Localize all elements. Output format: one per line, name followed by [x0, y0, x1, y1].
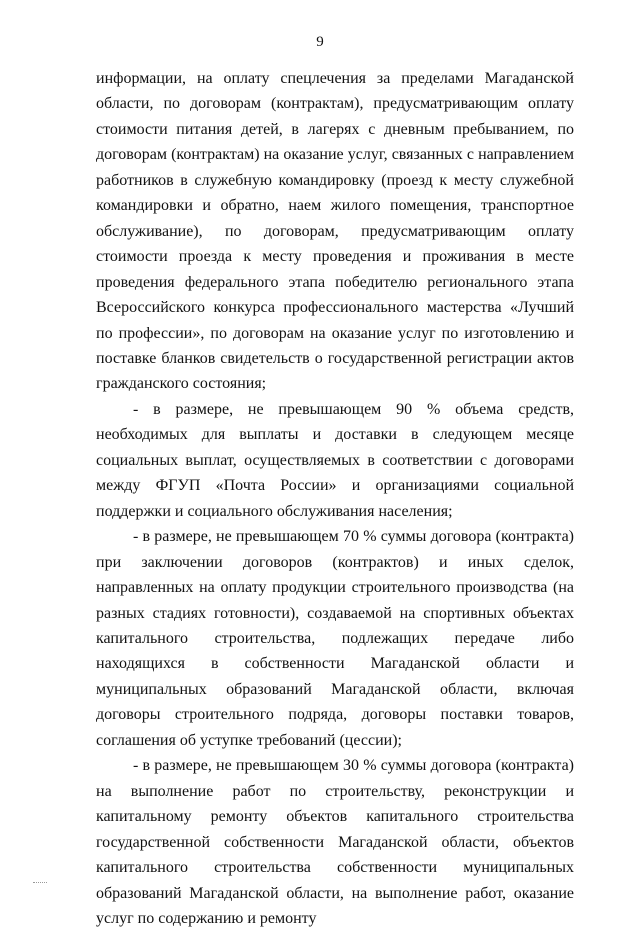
paragraph-postal-payments: - в размере, не превышающем 90 % объема средств, необходимых для выплаты и доставки в следующем месяце социальных выплат, осуществляемых в соответствии с договорами между ФГУП «Почта России» и организациями социальной поддержки и социального обслуживания населения;: [96, 400, 574, 520]
page-number: 9: [316, 34, 324, 50]
paragraph-sports-construction: - в размере, не превышающем 70 % суммы договора (контракта) при заключении договоров (контрактов) и иных сделок, направленных на оплату продукции строительного производства (на разных стадиях готовности), создаваемой на спортивных объектах капитального строительства, подлежащих передаче либо находящихся в собственности Магаданской области и муниципальных образований Магаданской области, включая договоры строительного подряда, договоры поставки товаров, соглашения об уступке требований (цессии);: [96, 528, 574, 749]
scan-artifact-line: [33, 882, 47, 883]
document-body: [96, 66, 574, 931]
paragraph-capital-construction: - в размере, не превышающем 30 % суммы договора (контракта) на выполнение работ по строительству, реконструкции и капитальному ремонту объектов капитального строительства государственной собственности Магаданской области, объектов капитального строительства собственности муниципальных образований Магаданской области, на выполнение работ, оказание услуг по содержанию и ремонту: [96, 757, 574, 927]
paragraph-continuation: информации, на оплату спецлечения за пределами Магаданской области, по договорам (контрактам), предусматривающим оплату стоимости питания детей, в лагерях с дневным пребыванием, по договорам (контрактам) на оказание услуг, связанных с направлением работников в служебную командировку (проезд к месту служебной командировки и обратно, наем жилого помещения, транспортное обслуживание), по договорам, предусматривающим оплату стоимости проезда к месту проведения и проживания в месте проведения федерального этапа победителю регионального этапа Всероссийского конкурса профессионального мастерства «Лучший по профессии», по договорам на оказание услуг по изготовлению и поставке бланков свидетельств о государственной регистрации актов гражданского состояния;: [96, 70, 574, 393]
